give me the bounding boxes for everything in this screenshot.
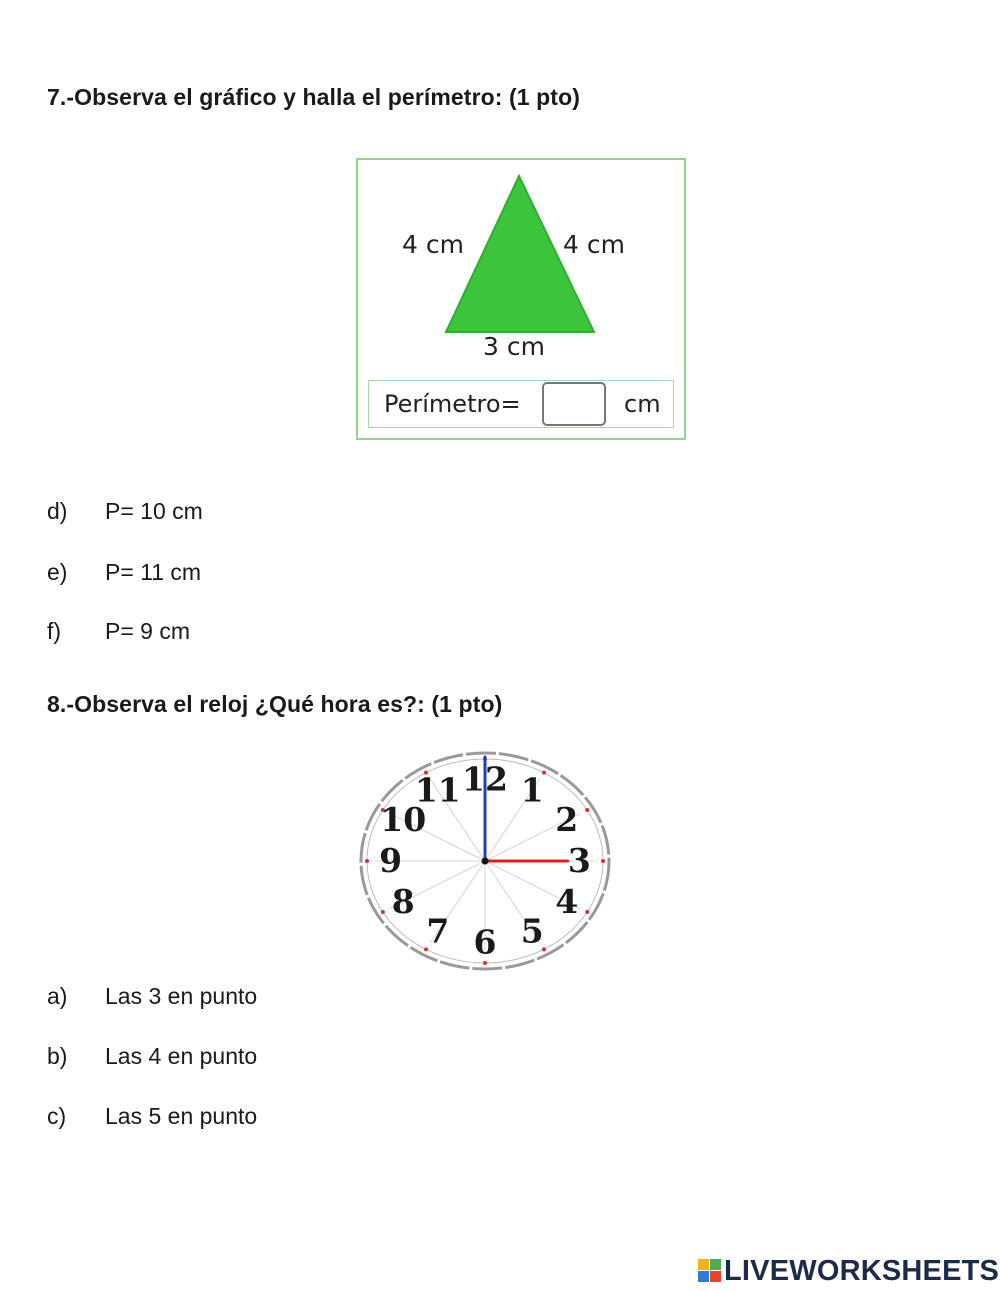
logo-blocks-icon bbox=[698, 1259, 722, 1283]
option-text: Las 4 en punto bbox=[105, 1043, 258, 1069]
logo-block bbox=[698, 1271, 709, 1282]
perimeter-answer-input[interactable] bbox=[542, 382, 606, 426]
clock-tick bbox=[585, 808, 589, 812]
left-side-label: 4 cm bbox=[402, 230, 464, 259]
option-text: P= 9 cm bbox=[105, 618, 191, 644]
clock-face bbox=[355, 747, 617, 973]
perimeter-box bbox=[368, 380, 674, 428]
logo-block bbox=[698, 1259, 709, 1270]
clock-number-8: 8 bbox=[391, 881, 415, 921]
clock-number-12: 12 bbox=[462, 759, 508, 799]
perimeter-unit-label: cm bbox=[624, 390, 661, 418]
option-letter: c) bbox=[47, 1103, 67, 1129]
option-b[interactable] bbox=[47, 1041, 257, 1071]
base-label: 3 cm bbox=[483, 332, 545, 361]
clock-number-4: 4 bbox=[555, 881, 579, 921]
option-letter: e) bbox=[47, 559, 68, 585]
clock-tick bbox=[365, 859, 369, 863]
question-8-title: 8.-Observa el reloj ¿Qué hora es?: (1 pto) bbox=[47, 691, 503, 717]
clock-number-2: 2 bbox=[555, 800, 579, 840]
option-letter: d) bbox=[47, 498, 68, 524]
clock-tick bbox=[601, 859, 605, 863]
question-7-title: 7.-Observa el gráfico y halla el perímetro: (1 pto) bbox=[47, 84, 580, 110]
option-e[interactable] bbox=[47, 557, 201, 587]
clock-number-6: 6 bbox=[473, 922, 497, 962]
clock-number-11: 11 bbox=[414, 770, 461, 810]
right-side-label: 4 cm bbox=[563, 230, 625, 259]
logo-block bbox=[710, 1271, 721, 1282]
triangle-figure bbox=[356, 158, 686, 440]
option-f[interactable] bbox=[47, 616, 190, 646]
clock-tick bbox=[585, 910, 589, 914]
clock-center-pin bbox=[482, 858, 489, 865]
option-text: P= 10 cm bbox=[105, 498, 203, 524]
option-text: Las 3 en punto bbox=[105, 983, 258, 1009]
clock-number-3: 3 bbox=[567, 841, 591, 880]
clock-tick bbox=[381, 910, 385, 914]
option-d[interactable] bbox=[47, 496, 203, 526]
option-letter: a) bbox=[47, 983, 68, 1009]
clock-number-5: 5 bbox=[520, 911, 544, 951]
option-a[interactable] bbox=[47, 981, 257, 1011]
liveworksheets-logo[interactable] bbox=[698, 1256, 999, 1286]
option-c[interactable] bbox=[47, 1101, 257, 1131]
clock-number-10: 10 bbox=[380, 800, 427, 840]
perimeter-label: Perímetro= bbox=[384, 390, 521, 418]
logo-block bbox=[710, 1259, 721, 1270]
option-letter: b) bbox=[47, 1043, 68, 1069]
clock-number-7: 7 bbox=[426, 911, 450, 951]
option-text: Las 5 en punto bbox=[105, 1103, 258, 1129]
option-text: P= 11 cm bbox=[105, 559, 202, 585]
logo-text: LIVEWORKSHEETS bbox=[724, 1254, 1000, 1287]
option-letter: f) bbox=[47, 618, 62, 644]
clock-number-1: 1 bbox=[520, 770, 544, 810]
clock-number-9: 9 bbox=[379, 841, 403, 880]
